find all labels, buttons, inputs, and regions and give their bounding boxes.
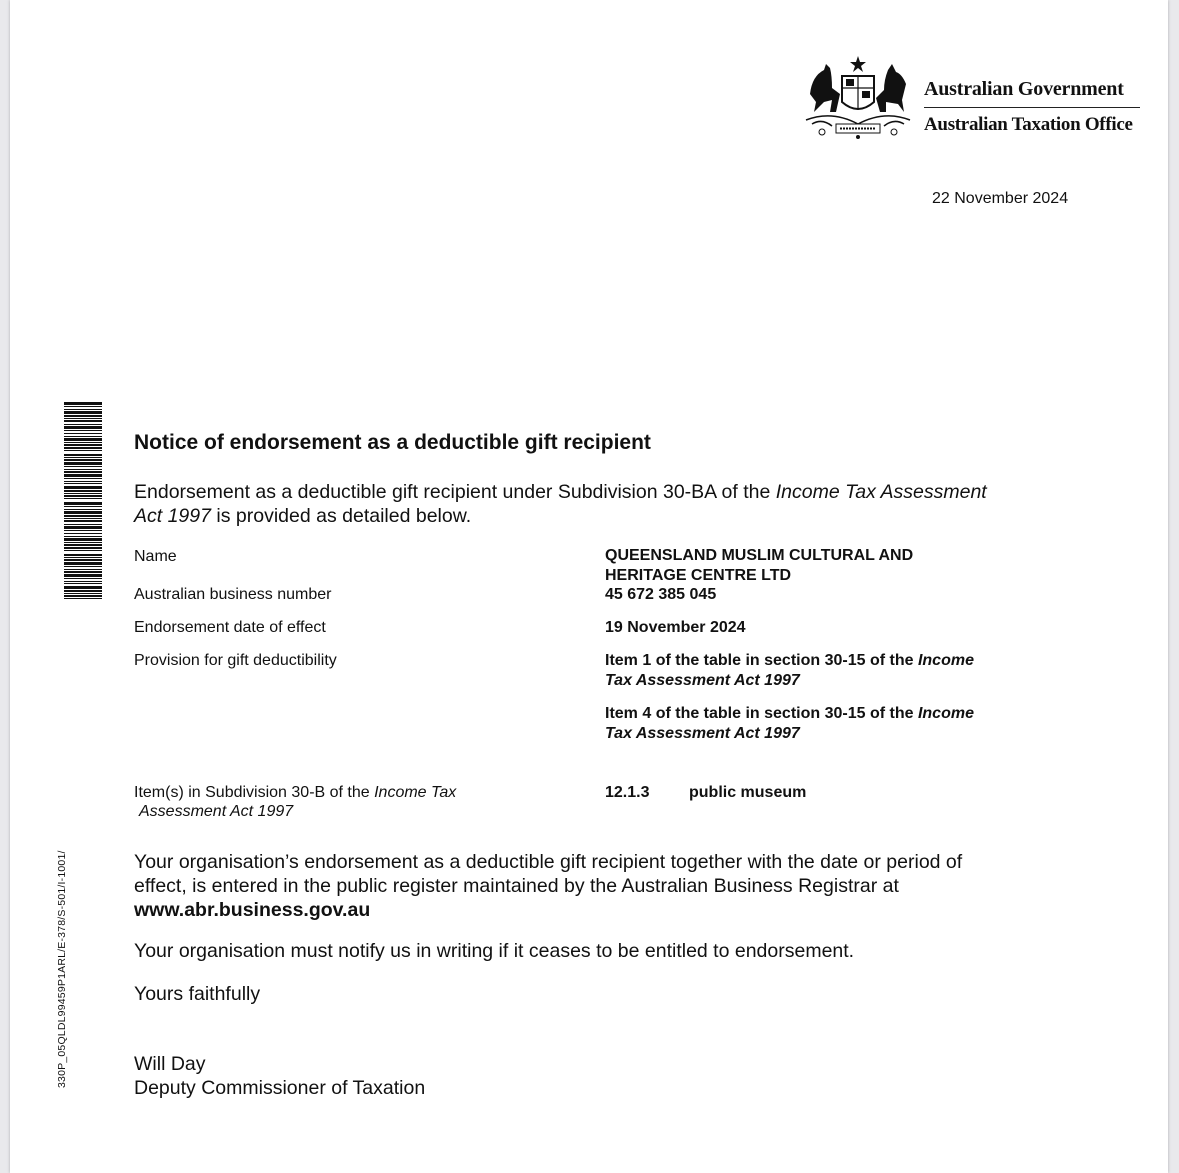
abr-link[interactable]: www.abr.business.gov.au: [134, 899, 371, 921]
signatory-title: Deputy Commissioner of Taxation: [134, 1077, 426, 1099]
barcode-icon: [64, 402, 102, 600]
closing: Yours faithfully: [134, 983, 261, 1005]
provision-item-4: Item 4 of the table in section 30-15 of the Income Tax Assessment Act 1997: [605, 705, 974, 742]
government-name: Australian Government: [924, 78, 1124, 100]
coat-of-arms-icon: [802, 54, 914, 140]
intro-paragraph: Endorsement as a deductible gift recipient under Subdivision 30-BA of the Income Tax Assessment Act 1997 is provided as detailed below.: [134, 481, 987, 527]
abn-value: 45 672 385 045: [605, 586, 717, 603]
items-label: Item(s) in Subdivision 30-B of the Income Tax Assessment Act 1997: [134, 784, 457, 820]
provision-label: Provision for gift deductibility: [134, 652, 337, 669]
abn-label: Australian business number: [134, 586, 332, 603]
item-description: public museum: [689, 784, 807, 801]
agency-name: Australian Taxation Office: [924, 114, 1133, 135]
notify-paragraph: Your organisation must notify us in writing if it ceases to be entitled to endorsement.: [134, 940, 855, 962]
letter-date: 22 November 2024: [932, 190, 1069, 207]
effect-date-label: Endorsement date of effect: [134, 619, 326, 636]
letter-page: [10, 0, 1168, 1173]
header-divider: [924, 107, 1140, 108]
register-paragraph: Your organisation’s endorsement as a deductible gift recipient together with the date or period of effect, is entered in the public register maintained by the Australian Business Registrar at www.abr.business.gov.au: [134, 851, 963, 921]
signature-block: [134, 1052, 425, 1100]
effect-date-value: 19 November 2024: [605, 619, 746, 636]
notice-title: Notice of endorsement as a deductible gift recipient: [134, 431, 651, 454]
name-label: Name: [134, 548, 177, 565]
document-code: 330P_05QLDL99459P1ARL/E-378/S-501/I-1001/: [56, 850, 68, 1088]
name-value: QUEENSLAND MUSLIM CULTURAL AND HERITAGE CENTRE LTD: [605, 547, 914, 584]
provision-item-1: Item 1 of the table in section 30-15 of the Income Tax Assessment Act 1997: [605, 652, 974, 689]
item-code: 12.1.3: [605, 784, 650, 801]
signatory-name: Will Day: [134, 1053, 206, 1075]
